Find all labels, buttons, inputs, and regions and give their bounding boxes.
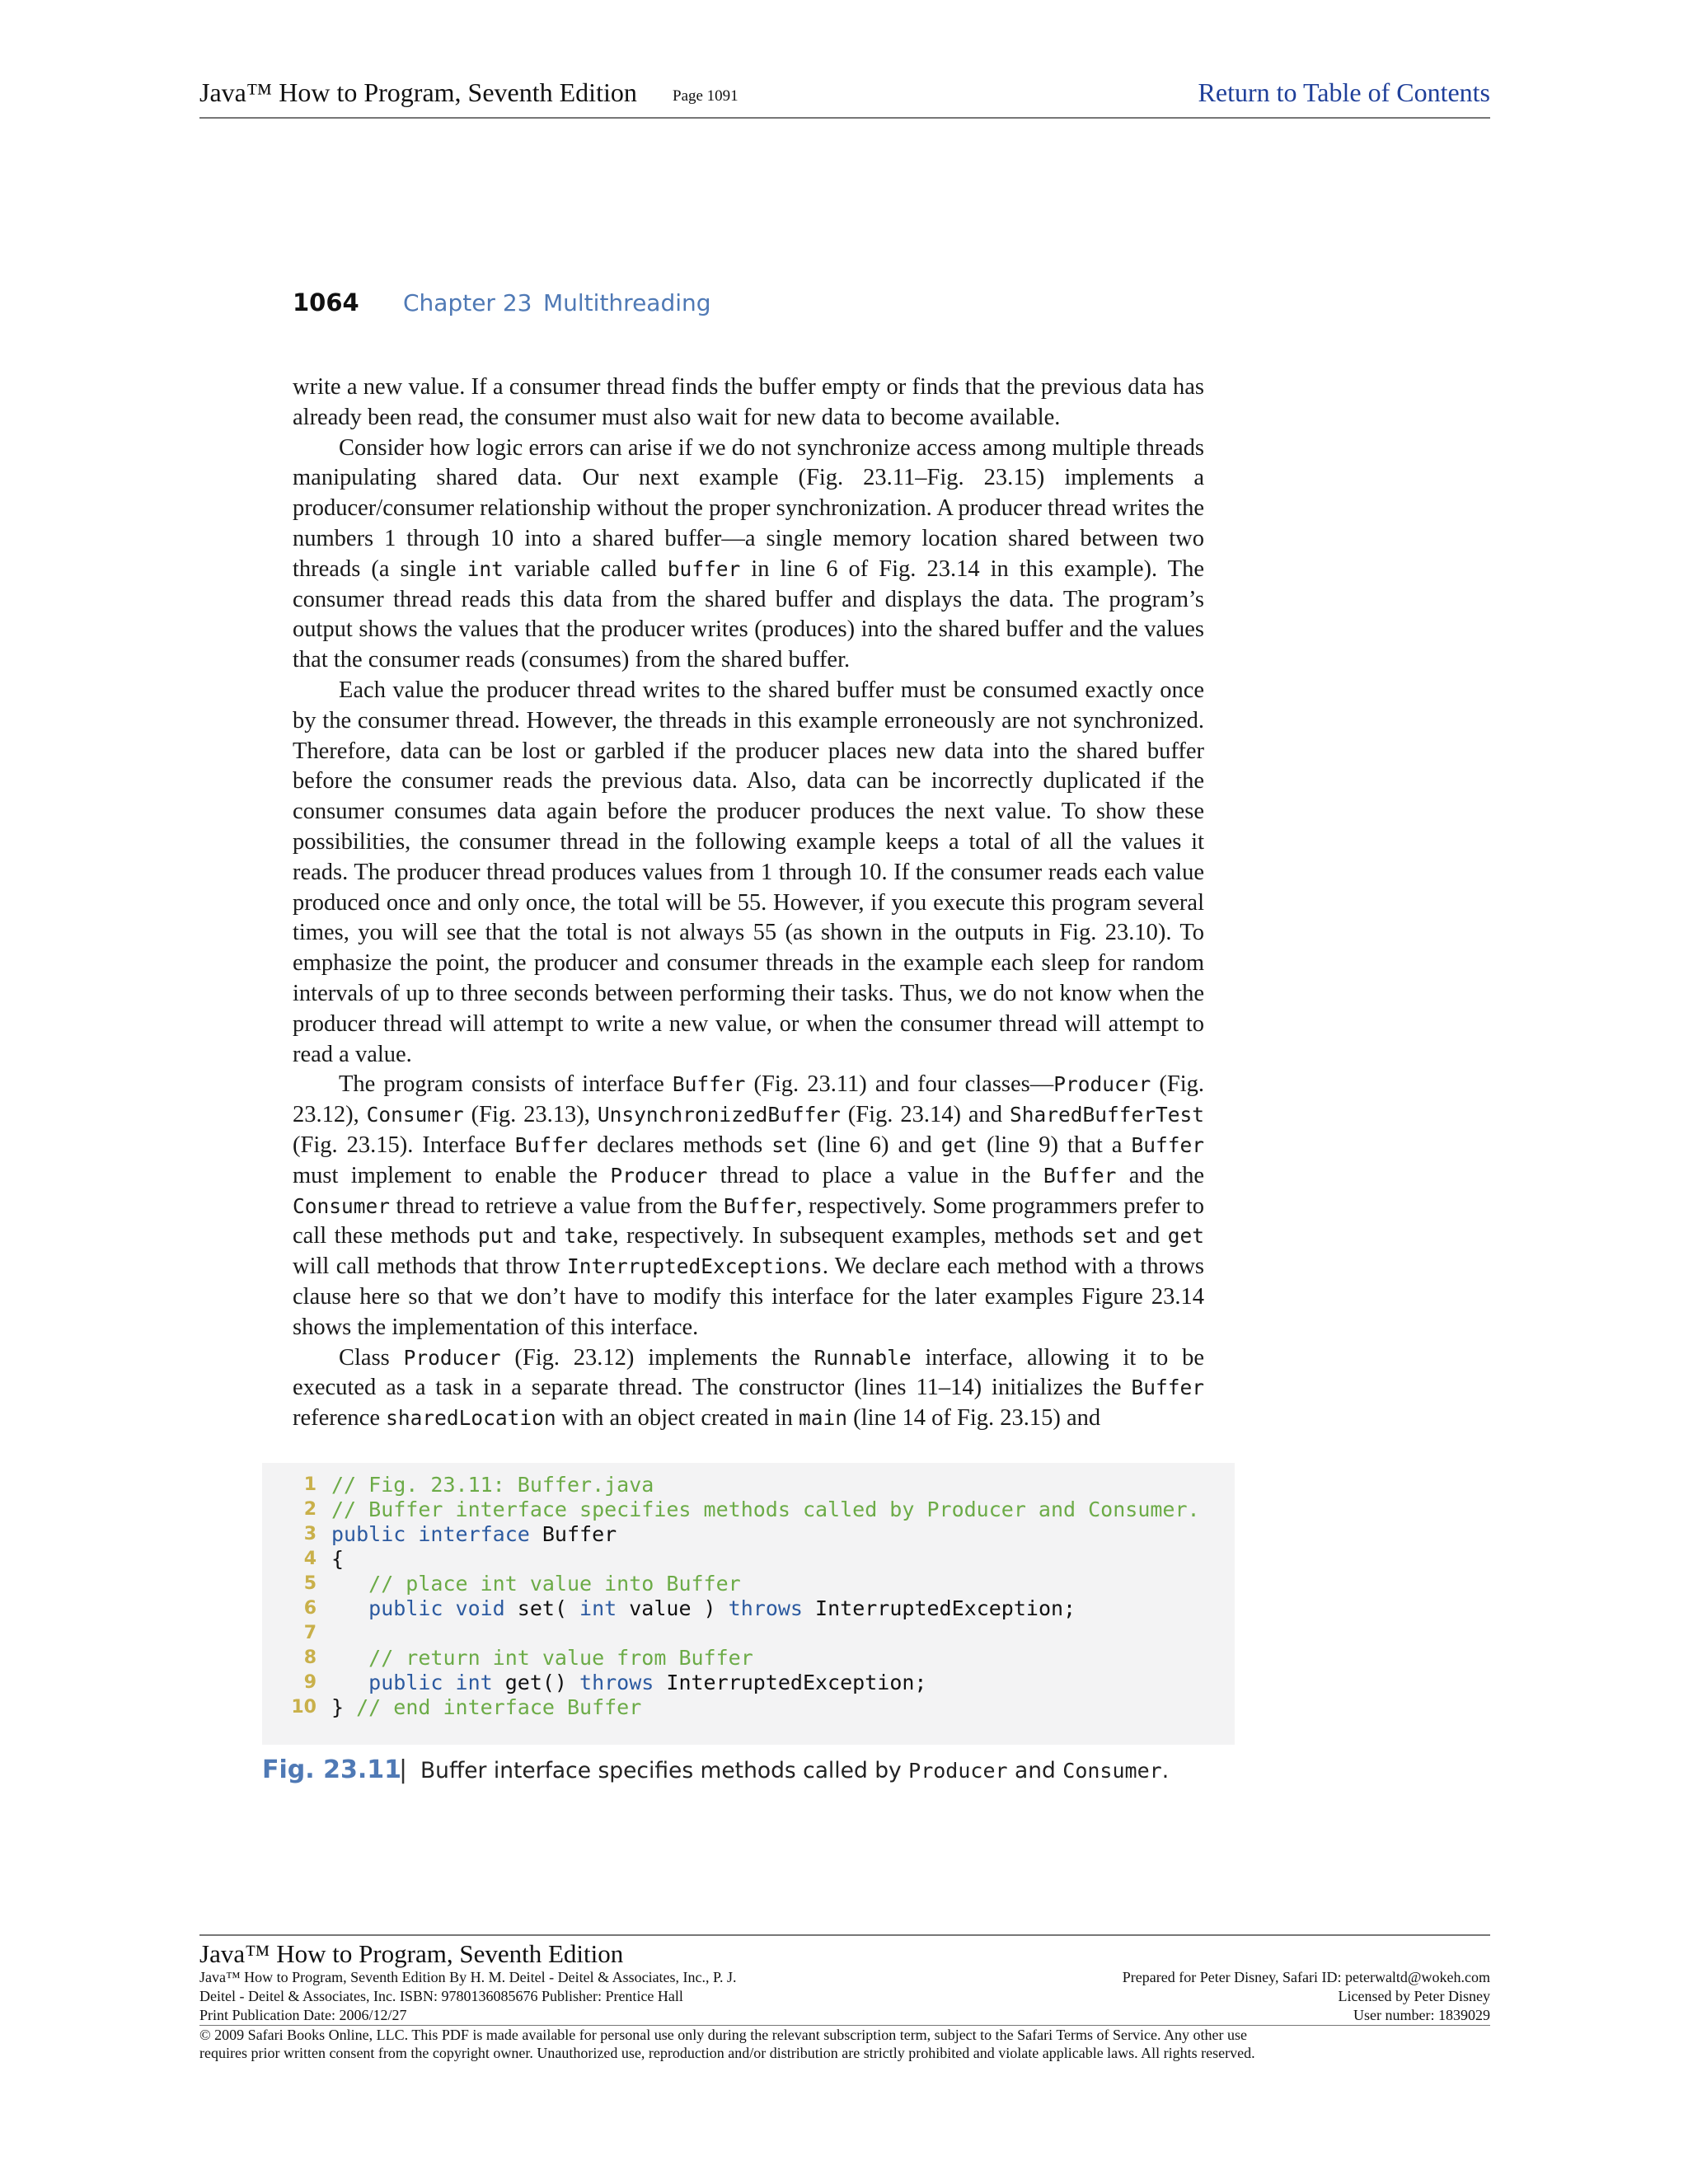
line-number: 3 — [303, 1524, 316, 1544]
paragraph: Consider how logic errors can arise if we do not synchronize access among multiple threads manipulating shared data. Our next example (Fig. 23.11–Fig. 23.15) implements a producer/consumer relationship without the proper synchronization. A producer thread writes the numbers 1 through 10 into a shared buffer—a single memory location shared between two threads (a single int variable called buffer in line 6 of Fig. 23.14 in this example). The consumer thread reads this data from the shared buffer and displays the data. The program’s output shows the values that the producer writes (produces) into the shared buffer and the values that the consumer reads (consumes) from the shared buffer. — [293, 434, 1204, 673]
footer-user-number: User number: 1839029 — [1353, 2007, 1490, 2023]
footer-licensed-by: Licensed by Peter Disney — [1338, 1988, 1490, 2004]
caption-text: Buffer interface specifies methods called by Producer and Consumer. — [420, 1758, 1170, 1783]
return-to-toc-link[interactable]: Return to Table of Contents — [1198, 77, 1490, 107]
figure-label: Fig. 23.11 — [262, 1755, 401, 1784]
line-number: 9 — [303, 1672, 316, 1693]
code-line: 10 } // end interface Buffer — [262, 1695, 1235, 1720]
footer-pub-date: Print Publication Date: 2006/12/27 — [199, 2007, 407, 2023]
footer-isbn: Deitel - Deitel & Associates, Inc. ISBN: 9780136085676 Publisher: Prentice Hall — [199, 1988, 683, 2004]
chapter-number: Chapter 23 — [403, 289, 532, 316]
page-number: 1064 — [293, 288, 359, 316]
footer-prepared-for: Prepared for Peter Disney, Safari ID: peterwaltd@wokeh.com — [1122, 1969, 1490, 1985]
footer-book-info: Java™ How to Program, Seventh Edition By H. M. Deitel - Deitel & Associates, Inc., P. J. — [199, 1969, 737, 1985]
page-label: Page 1091 — [673, 87, 738, 105]
code-line: 1 // Fig. 23.11: Buffer.java — [262, 1473, 1235, 1497]
line-number: 7 — [303, 1623, 316, 1643]
line-number: 4 — [303, 1549, 316, 1569]
footer-divider — [199, 2025, 1490, 2026]
footer-copyright-cont: requires prior written consent from the copyright owner. Unauthorized use, reproduction and/or distribution are strictly prohibited and violate applicable laws. All rights reserved. — [199, 2045, 1255, 2061]
paragraph: Class Producer (Fig. 23.12) implements the Runnable interface, allowing it to be executed as a task in a separate thread. The constructor (lines 11–14) initializes the Buffer reference sharedLocation with an object created in main (line 14 of Fig. 23.15) and — [293, 1344, 1204, 1432]
code-line: 2 // Buffer interface specifies methods called by Producer and Consumer. — [262, 1497, 1235, 1522]
paragraph: The program consists of interface Buffer (Fig. 23.11) and four classes—Producer (Fig. 23.12), Consumer (Fig. 23.13), UnsynchronizedBuffer (Fig. 23.14) and SharedBufferTest (Fig. 23.15). Interface Buffer declares methods set (line 6) and get (line 9) that a Buffer must implement to enable the Producer thread to place a value in the Buffer and the Consumer thread to retrieve a value from the Buffer, respectively. Some programmers prefer to call these methods put and take, respectively. In subsequent examples, methods set and get will call methods that throw InterruptedExceptions. We declare each method with a throws clause here so that we don’t have to modify this interface for the later examples Figure 23.14 shows the implementation of this interface. — [293, 1071, 1205, 1340]
line-number: 2 — [303, 1499, 316, 1520]
paragraph: Each value the producer thread writes to the shared buffer must be consumed exactly once by the consumer thread. However, the threads in this example erroneously are not synchronized. Therefore, data can be lost or garbled if the producer places new data into the shared buffer before the consumer reads the previous data. Also, data can be incorrectly duplicated if the consumer consumes data again before the producer produces the next value. To show these possibilities, the consumer thread in the following example keeps a total of all the values it reads. The producer thread produces values from 1 through 10. If the consumer reads each value produced once and only once, the total will be 55. However, if you execute this program several times, you will see that the total is not always 55 (as shown in the outputs in Fig. 23.10). To emphasize the point, the producer and consumer threads in the example each sleep for random intervals of up to three seconds between performing their tasks. Thus, we do not know when the producer thread will attempt to write a new value, or when the consumer thread will attempt to read a value. — [293, 677, 1204, 1067]
code-line: 4 { — [262, 1547, 1235, 1572]
code-line — [262, 1621, 1235, 1646]
footer-title: Java™ How to Program, Seventh Edition — [199, 1939, 624, 1968]
line-number: 10 — [291, 1697, 316, 1718]
line-number: 8 — [303, 1647, 316, 1668]
code-line: 5 // place int value into Buffer — [262, 1572, 1235, 1596]
running-head — [293, 288, 1199, 321]
code-line: 3 public interface Buffer — [262, 1522, 1235, 1547]
line-number: 1 — [303, 1474, 316, 1495]
paragraph: write a new value. If a consumer thread finds the buffer empty or finds that the previous data has already been read, the consumer must also wait for new data to become available. — [293, 374, 1204, 430]
book-title: Java™ How to Program, Seventh Edition — [199, 77, 637, 107]
body-text — [293, 373, 1204, 1434]
footer-divider — [199, 1934, 1490, 1936]
line-number: 6 — [303, 1598, 316, 1619]
footer-copyright: © 2009 Safari Books Online, LLC. This PDF is made available for personal use only during the relevant subscription term, subject to the Safari Terms of Service. Any other use — [199, 2027, 1247, 2043]
code-listing — [262, 1463, 1235, 1745]
code-line: 6 public void set( int value ) throws InterruptedException; — [262, 1596, 1235, 1621]
line-number: 5 — [303, 1573, 316, 1594]
top-header — [199, 76, 1490, 119]
caption-separator: | — [399, 1755, 408, 1784]
chapter-title: Multithreading — [543, 289, 711, 316]
figure-caption — [262, 1755, 1251, 1788]
code-line: 9 public int get() throws InterruptedException; — [262, 1671, 1235, 1695]
code-line: 8 // return int value from Buffer — [262, 1646, 1235, 1671]
